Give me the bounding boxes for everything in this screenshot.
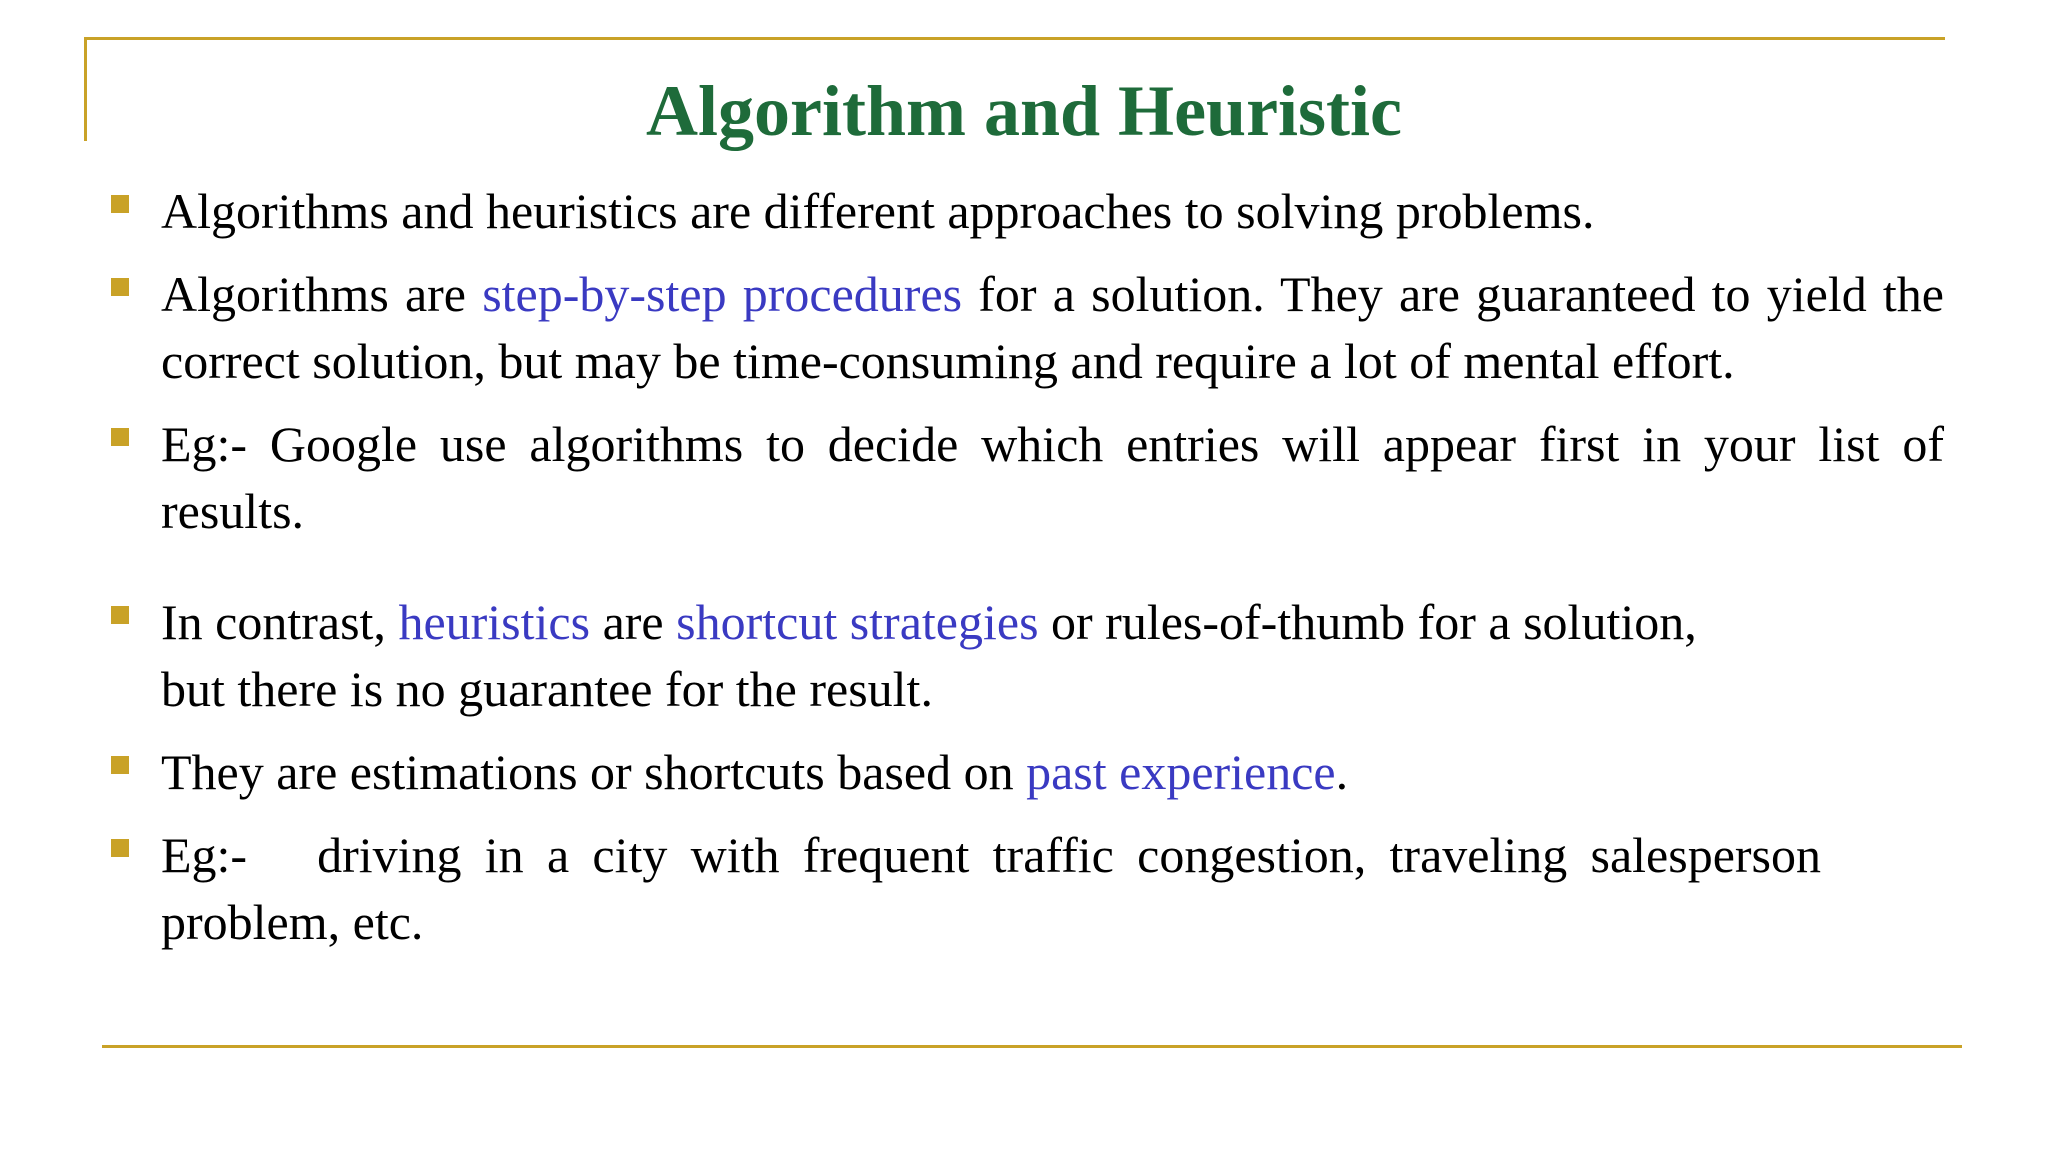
bullet-text: Algorithms and heuristics are different approaches to solving problems.: [161, 183, 1595, 239]
bullet-item-3: [104, 411, 1944, 545]
bullet-text: They are estimations or shortcuts based on: [161, 744, 1027, 800]
square-bullet-icon: [111, 756, 129, 774]
square-bullet-icon: [111, 195, 129, 213]
highlight-text: shortcut strategies: [676, 594, 1039, 650]
bullet-text: Algorithms are: [161, 266, 483, 322]
slide-title: Algorithm and Heuristic: [646, 71, 1402, 151]
bullet-item-2: [104, 261, 1944, 395]
bullet-text: are: [590, 594, 677, 650]
bullet-item-6: [104, 822, 1821, 956]
square-bullet-icon: [111, 606, 129, 624]
bullet-text: .: [1335, 744, 1349, 800]
top-rule: [84, 37, 1945, 40]
bullet-item-5: [104, 739, 1944, 806]
bullet-text: for a solution. They are guaranteed to yield the correct solution, but may be time-consuming and require a lot of mental effort.: [161, 266, 1944, 389]
square-bullet-icon: [111, 839, 129, 857]
highlight-text: heuristics: [398, 594, 591, 650]
bullet-text: but there is no guarantee for the result.: [161, 661, 933, 717]
bullet-text: or rules-of-thumb for a solution,: [1038, 594, 1697, 650]
bullet-text: driving in a city with frequent traffic congestion, traveling salesperson problem, etc.: [161, 827, 1821, 950]
square-bullet-icon: [111, 278, 129, 296]
bullet-item-4: [104, 589, 1944, 723]
highlight-text: past experience: [1026, 744, 1336, 800]
square-bullet-icon: [111, 428, 129, 446]
bullet-list: [104, 178, 1944, 972]
highlight-text: step-by-step procedures: [482, 266, 963, 322]
bullet-text: Eg:- Google use algorithms to decide which entries will appear first in your list of results.: [161, 416, 1944, 539]
bullet-text: Eg:-: [161, 827, 248, 883]
bullet-item-1: [104, 178, 1944, 245]
bullet-text: In contrast,: [161, 594, 399, 650]
bottom-rule: [102, 1045, 1962, 1048]
